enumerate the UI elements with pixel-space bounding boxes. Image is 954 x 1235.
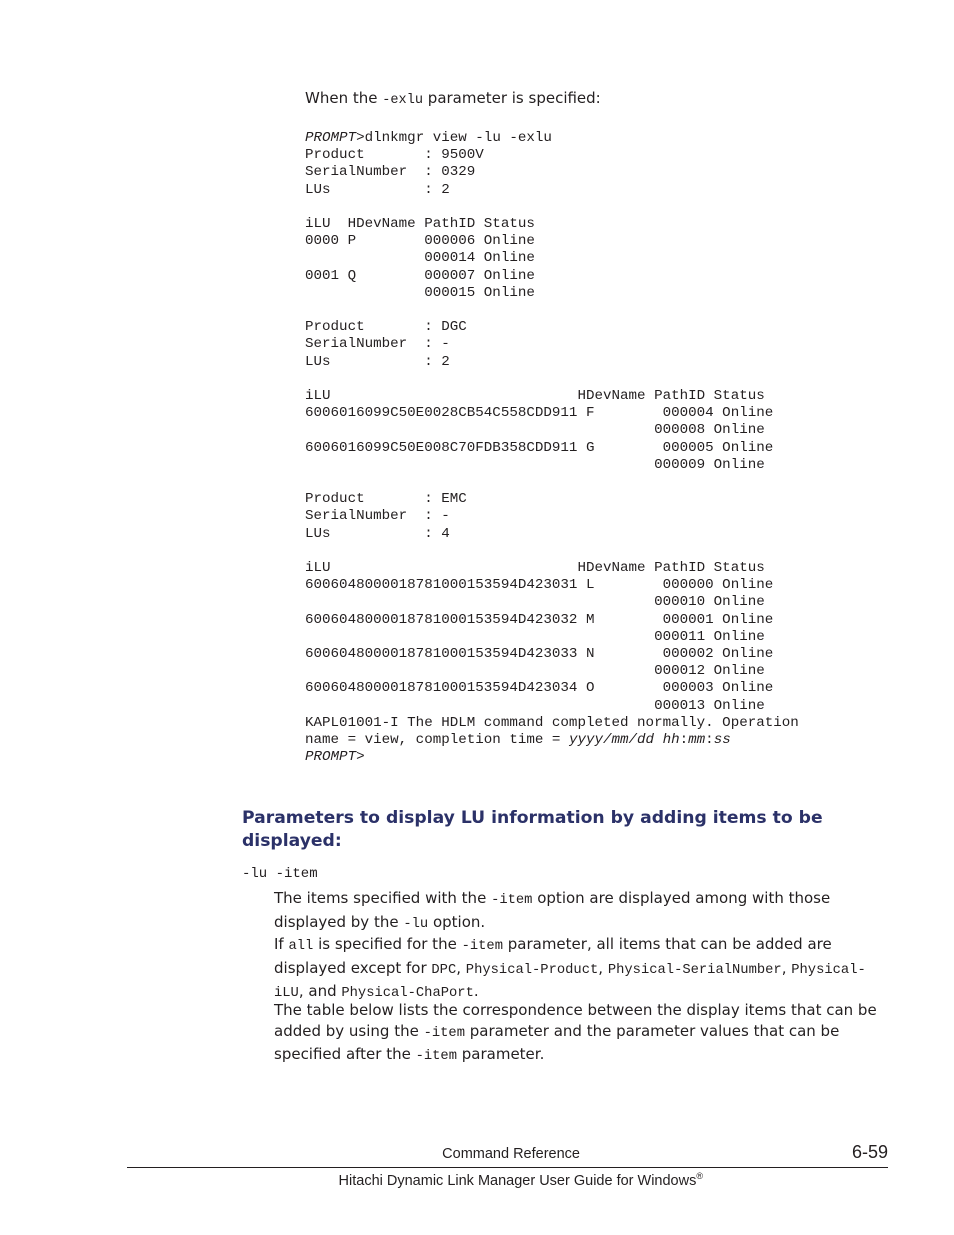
output-line: 6006016099C50E0028CB54C558CDD911 F 000004 Online	[305, 405, 774, 422]
output-line: 000010 Online	[305, 594, 765, 611]
output-line	[305, 302, 799, 319]
footer-book-title: Hitachi Dynamic Link Manager User Guide for Windows®	[338, 1171, 703, 1189]
output-line: 000009 Online	[305, 456, 765, 473]
output-line	[305, 371, 799, 388]
output-line: 0001 Q 000007 Online	[305, 267, 535, 284]
output-line: SerialNumber : -	[305, 336, 450, 353]
output-line	[305, 543, 799, 560]
output-line: SerialNumber : -	[305, 508, 450, 525]
output-line: LUs : 4	[305, 525, 450, 542]
output-line: iLU HDevName PathID Status	[305, 388, 765, 404]
description-paragraph-1: The items specified with the -item option are displayed among with those displayed by the -lu option.	[274, 889, 831, 932]
command-output-block	[305, 130, 799, 766]
output-line: KAPL01001-I The HDLM command completed normally. Operation	[305, 714, 799, 731]
output-line: Product : 9500V	[305, 147, 484, 164]
output-line: iLU HDevName PathID Status	[305, 216, 535, 232]
output-line: iLU HDevName PathID Status	[305, 560, 765, 576]
output-line: 6006048000018781000153594D423032 M 000001 Online	[305, 611, 774, 628]
output-line: 000011 Online	[305, 628, 765, 645]
output-line: 000013 Online	[305, 697, 765, 714]
output-line: 6006048000018781000153594D423031 L 000000 Online	[305, 577, 774, 594]
output-line: LUs : 2	[305, 353, 450, 370]
description-paragraph-3: The table below lists the correspondence between the display items that can be added by using the -item parameter and the parameter values that can be specified after the -item parameter.	[274, 1001, 877, 1064]
output-line: 000008 Online	[305, 422, 765, 439]
term-lu-item: -lu -item	[242, 866, 318, 882]
output-line: 000015 Online	[305, 284, 535, 301]
output-line: 0000 P 000006 Online	[305, 233, 535, 250]
command-line: PROMPT>dlnkmgr view -lu -exlu	[305, 130, 552, 146]
output-line: SerialNumber : 0329	[305, 164, 476, 181]
footer-section-name: Command Reference	[442, 1146, 580, 1162]
page-number: 6-59	[851, 1142, 888, 1162]
output-line	[305, 474, 799, 491]
output-line: LUs : 2	[305, 181, 450, 198]
completion-line: name = view, completion time = yyyy/mm/dd hh:mm:ss	[305, 732, 731, 749]
footer-divider	[127, 1167, 888, 1168]
registered-mark: ®	[696, 1171, 703, 1181]
output-line: 000012 Online	[305, 663, 765, 680]
output-line: 000014 Online	[305, 250, 535, 267]
intro-text: When the -exlu parameter is specified:	[305, 89, 601, 108]
output-line	[305, 199, 799, 216]
section-heading: Parameters to display LU information by adding items to be displayed:	[242, 808, 823, 851]
output-line: 6006016099C50E008C70FDB358CDD911 G 000005 Online	[305, 439, 774, 456]
output-line: Product : EMC	[305, 491, 467, 508]
final-prompt: PROMPT>	[305, 749, 365, 766]
exlu-option: -exlu	[382, 93, 424, 108]
output-line: Product : DGC	[305, 319, 467, 336]
output-line: 6006048000018781000153594D423033 N 000002 Online	[305, 646, 774, 663]
description-paragraph-2: If all is specified for the -item parameter, all items that can be added are displayed except for DPC, Physical-Product, Physical-SerialNumber, Physical-iLU, and Physical-ChaPort.	[274, 935, 866, 1001]
output-line: 6006048000018781000153594D423034 O 000003 Online	[305, 680, 774, 697]
